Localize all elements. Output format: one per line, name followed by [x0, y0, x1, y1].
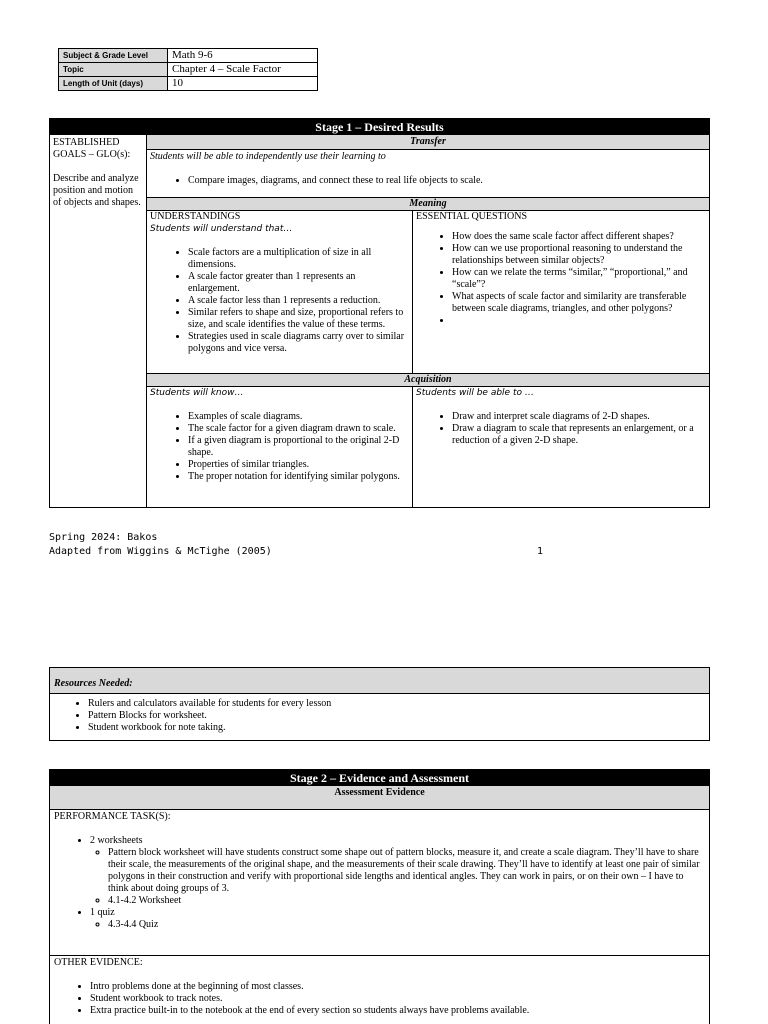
- worksheets-label: 2 worksheets: [90, 835, 143, 846]
- list-item: • A scale factor greater than 1 represents an enlargement.: [188, 271, 409, 295]
- list-item: ◦ Pattern block worksheet will have students construct some shape out of pattern blocks, measure it, and create a scale diagram. They’ll have to share their scale, the measurements of the original shape, and the measurements of their scale drawing. They’ll have to identify at least one pair of similar polygons in their construction and verify with proportional side lengths and identical angles. They can work in pairs, or on their own – I have to think about doing groups of 3.: [108, 847, 705, 895]
- stage2-subtitle: Assessment Evidence: [50, 786, 709, 810]
- meaning-header: Meaning: [147, 197, 709, 211]
- goals-label: ESTABLISHED GOALS – GLO(s):: [53, 137, 131, 160]
- resources-header: [50, 668, 709, 694]
- list-item: ◦ 4.3-4.4 Quiz: [108, 919, 705, 931]
- list-item: • Student workbook for note taking.: [88, 722, 709, 734]
- transfer-intro: Students will be able to independently use their learning to: [150, 151, 386, 162]
- list-item: • How can we relate the terms “similar,” “proportional,” and “scale”?: [452, 267, 706, 291]
- resources-box: [49, 667, 710, 741]
- able-intro: Students will be able to …: [416, 388, 534, 398]
- list-item: • Scale factors are a multiplication of size in all dimensions.: [188, 247, 409, 271]
- acquisition-section: [147, 387, 709, 508]
- resources-list: [50, 698, 709, 734]
- other-list: [54, 981, 705, 1017]
- other-evidence-section: [50, 956, 709, 1018]
- list-item: • Extra practice built-in to the notebook at the end of every section so students always have problems available.: [90, 1005, 705, 1017]
- stage2-box: [49, 769, 710, 1024]
- footer-credit: Spring 2024: Bakos: [49, 532, 158, 543]
- list-item: • How can we use proportional reasoning to understand the relationships between similar objects?: [452, 243, 706, 267]
- list-item: • Similar refers to shape and size, proportional refers to size, and scale identifies the value of these terms.: [188, 307, 409, 331]
- list-item: • Student workbook to track notes.: [90, 993, 705, 1005]
- understandings-title: UNDERSTANDINGS: [150, 211, 241, 222]
- info-value: 10: [168, 77, 318, 91]
- page-number: 1: [537, 546, 544, 557]
- list-item: • A scale factor less than 1 represents a reduction.: [188, 295, 409, 307]
- understandings-intro: Students will understand that…: [150, 224, 293, 234]
- info-value: Chapter 4 – Scale Factor: [168, 63, 318, 77]
- list-item: • The proper notation for identifying similar polygons.: [188, 471, 409, 483]
- acquisition-header: Acquisition: [147, 373, 709, 387]
- other-label: OTHER EVIDENCE:: [54, 957, 143, 968]
- questions-title: ESSENTIAL QUESTIONS: [416, 211, 528, 222]
- list-item: [90, 907, 705, 931]
- understandings-column: [147, 211, 413, 373]
- list-item: • Compare images, diagrams, and connect these to real life objects to scale.: [188, 175, 706, 187]
- quiz-label: 1 quiz: [90, 907, 115, 918]
- list-item: [90, 835, 705, 907]
- list-item: ◦ 4.1-4.2 Worksheet: [108, 895, 705, 907]
- list-item: • Strategies used in scale diagrams carry over to similar polygons and vice versa.: [188, 331, 409, 355]
- quiz-sublist: [90, 919, 705, 931]
- list-item: • How does the same scale factor affect different shapes?: [452, 231, 706, 243]
- info-label: Subject & Grade Level: [59, 49, 168, 63]
- worksheet-sublist: [90, 847, 705, 907]
- performance-label: PERFORMANCE TASK(S):: [54, 811, 171, 822]
- stage1-title: Stage 1 – Desired Results: [50, 119, 709, 135]
- able-column: [413, 387, 709, 508]
- know-list: [150, 411, 409, 483]
- meaning-section: [147, 211, 709, 373]
- stage1-right: [147, 135, 709, 507]
- list-item: • Draw and interpret scale diagrams of 2-D shapes.: [452, 411, 706, 423]
- list-item: • If a given diagram is proportional to the original 2-D shape.: [188, 435, 409, 459]
- know-intro: Students will know…: [150, 388, 244, 398]
- unit-info-table: [58, 48, 318, 91]
- info-row: [59, 49, 318, 63]
- info-label: Length of Unit (days): [59, 77, 168, 91]
- info-value: Math 9-6: [168, 49, 318, 63]
- transfer-section: [147, 151, 709, 197]
- stage1-box: [49, 118, 710, 508]
- list-item: • Intro problems done at the beginning of most classes.: [90, 981, 705, 993]
- understandings-list: [150, 247, 409, 355]
- footer-adapted: Adapted from Wiggins & McTighe (2005): [49, 546, 272, 557]
- info-row: [59, 63, 318, 77]
- list-item: • Properties of similar triangles.: [188, 459, 409, 471]
- questions-column: [413, 211, 709, 373]
- list-item: • What aspects of scale factor and similarity are transferable between scale diagrams, triangles, and other polygons?: [452, 291, 706, 315]
- info-label: Topic: [59, 63, 168, 77]
- list-item: • Examples of scale diagrams.: [188, 411, 409, 423]
- list-item: • Draw a diagram to scale that represents an enlargement, or a reduction of a given 2-D shape.: [452, 423, 706, 447]
- transfer-list: [150, 175, 706, 187]
- stage2-title: Stage 2 – Evidence and Assessment: [50, 770, 709, 786]
- list-item: • The scale factor for a given diagram drawn to scale.: [188, 423, 409, 435]
- know-column: [147, 387, 413, 508]
- list-item: • Rulers and calculators available for students for every lesson: [88, 698, 709, 710]
- goals-text: Describe and analyze position and motion of objects and shapes.: [53, 173, 141, 208]
- questions-list: [416, 231, 706, 327]
- performance-section: [50, 810, 709, 956]
- performance-list: [54, 835, 705, 931]
- list-item: [452, 315, 706, 327]
- goals-column: [50, 135, 147, 507]
- transfer-header: Transfer: [147, 135, 709, 150]
- resources-title: Resources Needed:: [54, 678, 133, 689]
- list-item: • Pattern Blocks for worksheet.: [88, 710, 709, 722]
- info-row: [59, 77, 318, 91]
- able-list: [416, 411, 706, 447]
